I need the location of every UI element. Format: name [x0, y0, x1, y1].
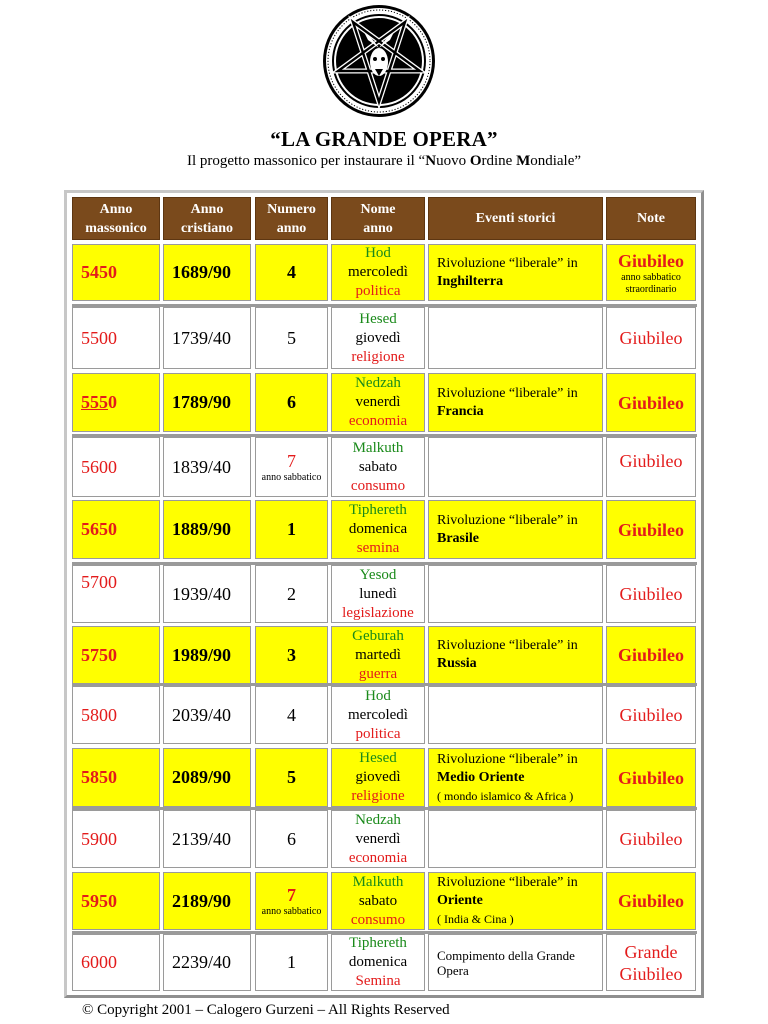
cell-anno-massonico — [72, 810, 160, 868]
cell-note — [606, 810, 696, 868]
cell-anno-massonico — [72, 686, 160, 744]
note-value: Giubileo — [619, 584, 683, 604]
anno-massonico-value: 5650 — [81, 519, 117, 539]
year-theme: religione — [351, 788, 405, 804]
anno-cristiano-value: 2189/90 — [172, 890, 232, 911]
note-value: Giubileo — [617, 250, 684, 271]
year-theme: politica — [355, 725, 401, 742]
cell-numero-anno — [255, 626, 328, 684]
header-label-line: Anno — [99, 201, 133, 217]
cell-eventi-storici — [428, 437, 603, 497]
year-theme: consumo — [350, 477, 406, 494]
cell-note — [606, 872, 696, 930]
weekday-name: giovedì — [355, 769, 401, 785]
anno-massonico-value: 5700 — [81, 572, 117, 592]
cell-nome-anno — [331, 437, 425, 497]
cell-numero-anno — [255, 810, 328, 868]
anno-massonico-value: 5750 — [81, 644, 117, 665]
anno-massonico-value: 5950 — [81, 890, 117, 911]
note-value: Grande Giubileo — [619, 941, 683, 984]
event-location: Francia — [437, 403, 484, 419]
sefirah-name: Hesed — [359, 310, 397, 327]
cell-eventi-storici — [428, 626, 603, 684]
year-theme: consumo — [350, 911, 406, 928]
sefirah-name: Tiphereth — [349, 502, 407, 518]
page-subtitle: Il progetto massonico per instaurare il “Nuovo Ordine Mondiale” — [186, 153, 582, 169]
cell-nome-anno — [331, 934, 425, 991]
event-location: Inghilterra — [437, 273, 504, 289]
header-label-line: Numero — [267, 201, 316, 217]
event-text: Rivoluzione “liberale” in — [437, 255, 578, 271]
anno-cristiano-value: 2089/90 — [172, 767, 232, 787]
cell-anno-cristiano — [163, 934, 251, 991]
event-text: Rivoluzione “liberale” in — [437, 512, 578, 528]
year-theme: religione — [351, 348, 405, 365]
cell-eventi-storici — [428, 872, 603, 930]
cell-nome-anno — [331, 872, 425, 930]
cell-anno-cristiano — [163, 872, 251, 930]
cell-nome-anno — [331, 810, 425, 868]
year-theme: economia — [348, 413, 408, 429]
sefirah-name: Malkuth — [352, 439, 404, 456]
note-sub: anno sabbatico straordinario — [621, 271, 681, 295]
cell-numero-anno — [255, 437, 328, 497]
cell-anno-cristiano — [163, 626, 251, 684]
anno-massonico-value: 5800 — [81, 704, 117, 725]
sefirah-name: Malkuth — [352, 873, 404, 890]
anno-massonico-value: 5550 — [81, 392, 117, 412]
anno-massonico-value: 5500 — [81, 327, 117, 348]
event-text: Rivoluzione “liberale” in — [437, 638, 578, 653]
anno-cristiano-value: 1889/90 — [172, 519, 232, 539]
cell-eventi-storici — [428, 686, 603, 744]
cell-eventi-storici — [428, 748, 603, 807]
cell-numero-anno — [255, 565, 328, 623]
header-label-line: massonico — [85, 220, 147, 236]
anno-massonico-value: 6000 — [81, 952, 117, 972]
cell-nome-anno — [331, 748, 425, 807]
cell-numero-anno — [255, 244, 328, 301]
cell-numero-anno — [255, 872, 328, 930]
header-nome-anno — [331, 197, 425, 240]
cell-numero-anno — [255, 307, 328, 369]
cell-eventi-storici — [428, 810, 603, 868]
cell-anno-cristiano — [163, 437, 251, 497]
event-extra: ( India & Cina ) — [437, 912, 514, 926]
cell-anno-massonico — [72, 373, 160, 432]
note-value: Giubileo — [619, 328, 683, 348]
sefirah-name: Hod — [365, 245, 391, 261]
numero-anno-value: 6 — [287, 392, 296, 412]
year-theme: guerra — [358, 665, 398, 682]
numero-anno-value: 1 — [287, 952, 296, 972]
cell-anno-cristiano — [163, 500, 251, 559]
weekday-name: mercoledì — [348, 264, 408, 280]
sefirah-name: Nedzah — [355, 375, 401, 391]
event-text: Compimento della Grande Opera — [437, 947, 575, 978]
year-theme: Semina — [355, 973, 401, 989]
cell-eventi-storici — [428, 244, 603, 301]
numero-anno-value: 1 — [287, 519, 296, 539]
anno-massonico-value: 5600 — [81, 456, 117, 477]
numero-anno-value: 4 — [287, 704, 296, 725]
cell-note — [606, 244, 696, 301]
anno-cristiano-value: 1789/90 — [172, 392, 232, 412]
cell-anno-massonico — [72, 500, 160, 559]
note-value: Giubileo — [619, 829, 683, 849]
year-theme: legislazione — [342, 604, 414, 621]
event-text: Rivoluzione “liberale” in — [437, 751, 578, 767]
cell-anno-cristiano — [163, 748, 251, 807]
cell-anno-cristiano — [163, 686, 251, 744]
year-theme: semina — [356, 540, 400, 556]
cell-note — [606, 626, 696, 684]
year-theme: politica — [355, 283, 401, 299]
weekday-name: venerdì — [355, 394, 401, 410]
header-note — [606, 197, 696, 240]
header-label-line: Nome — [360, 201, 396, 217]
numero-anno-value: 7 — [287, 884, 296, 905]
cell-nome-anno — [331, 500, 425, 559]
numero-anno-note: anno sabbatico — [261, 905, 322, 917]
weekday-name: giovedì — [355, 329, 401, 346]
cell-eventi-storici — [428, 307, 603, 369]
cell-note — [606, 565, 696, 623]
header-anno-cristiano — [163, 197, 251, 240]
cell-anno-cristiano — [163, 373, 251, 432]
cell-note — [606, 373, 696, 432]
note-value: Giubileo — [619, 705, 683, 725]
cell-anno-massonico — [72, 437, 160, 497]
cell-nome-anno — [331, 244, 425, 301]
cell-note — [606, 934, 696, 991]
numero-anno-value: 5 — [287, 767, 296, 787]
event-location: Oriente — [437, 893, 483, 908]
note-value: Giubileo — [617, 645, 684, 665]
sefirah-name: Yesod — [359, 566, 397, 583]
cell-numero-anno — [255, 934, 328, 991]
cell-nome-anno — [331, 626, 425, 684]
note-value: Giubileo — [617, 891, 684, 911]
numero-anno-value: 3 — [287, 644, 296, 665]
numero-anno-value: 4 — [287, 262, 296, 282]
cell-numero-anno — [255, 373, 328, 432]
header-label-line: cristiano — [180, 220, 234, 236]
cell-eventi-storici — [428, 934, 603, 991]
weekday-name: domenica — [348, 954, 408, 970]
weekday-name: sabato — [358, 892, 398, 909]
cell-anno-cristiano — [163, 307, 251, 369]
cell-anno-cristiano — [163, 810, 251, 868]
anno-massonico-value: 5450 — [81, 262, 117, 282]
header-anno-massonico — [72, 197, 160, 240]
copyright-footer: © Copyright 2001 – Calogero Gurzeni – All Rights Reserved — [82, 1002, 450, 1018]
cell-numero-anno — [255, 748, 328, 807]
numero-anno-value: 2 — [287, 583, 296, 604]
header-label-line: Anno — [190, 201, 224, 217]
cell-eventi-storici — [428, 500, 603, 559]
header-label-line: Note — [637, 211, 665, 226]
header-label-line: Eventi storici — [475, 211, 556, 226]
anno-massonico-value: 5900 — [81, 828, 117, 849]
cell-note — [606, 500, 696, 559]
cell-note — [606, 748, 696, 807]
sefirah-name: Hesed — [359, 750, 397, 766]
anno-cristiano-value: 1989/90 — [172, 644, 232, 665]
numero-anno-value: 5 — [287, 327, 296, 348]
cell-nome-anno — [331, 565, 425, 623]
note-value: Giubileo — [617, 392, 684, 413]
anno-cristiano-value: 1689/90 — [172, 262, 232, 282]
weekday-name: mercoledì — [348, 706, 408, 723]
weekday-name: lunedì — [359, 585, 397, 602]
sefirah-name: Hod — [365, 687, 391, 704]
cell-anno-cristiano — [163, 565, 251, 623]
cell-anno-massonico — [72, 626, 160, 684]
cell-note — [606, 307, 696, 369]
cell-anno-massonico — [72, 872, 160, 930]
sefirah-name: Nedzah — [355, 811, 401, 828]
pentagram-emblem-icon — [322, 4, 436, 118]
cell-anno-massonico — [72, 244, 160, 301]
anno-cristiano-value: 1739/40 — [172, 327, 232, 348]
header-numero-anno — [255, 197, 328, 240]
anno-massonico-value: 5850 — [81, 767, 117, 787]
event-location: Russia — [437, 656, 477, 671]
weekday-name: martedì — [355, 646, 401, 663]
weekday-name: domenica — [348, 521, 408, 537]
cell-anno-massonico — [72, 307, 160, 369]
header-label-line: anno — [363, 220, 393, 236]
page-title: “LA GRANDE OPERA” — [270, 127, 498, 151]
weekday-name: sabato — [358, 458, 398, 475]
cell-numero-anno — [255, 500, 328, 559]
numero-anno-note: anno sabbatico — [261, 471, 322, 483]
event-extra: ( mondo islamico & Africa ) — [437, 788, 574, 803]
sefirah-name: Geburah — [352, 627, 404, 644]
cell-eventi-storici — [428, 565, 603, 623]
cell-note — [606, 686, 696, 744]
note-value: Giubileo — [619, 451, 683, 471]
cell-eventi-storici — [428, 373, 603, 432]
sefirah-name: Tiphereth — [349, 935, 407, 951]
anno-cristiano-value: 1939/40 — [172, 583, 232, 604]
anno-cristiano-value: 2239/40 — [172, 952, 232, 972]
event-location: Medio Oriente — [437, 769, 525, 785]
note-value: Giubileo — [617, 519, 684, 540]
cell-numero-anno — [255, 686, 328, 744]
numero-anno-value: 7 — [287, 450, 296, 471]
header-label-line: anno — [276, 220, 307, 236]
cell-nome-anno — [331, 307, 425, 369]
cell-note — [606, 437, 696, 497]
numero-anno-value: 6 — [287, 828, 296, 849]
header-eventi-storici — [428, 197, 603, 240]
note-value: Giubileo — [617, 767, 684, 788]
event-text: Rivoluzione “liberale” in — [437, 875, 578, 890]
event-location: Brasile — [437, 530, 479, 546]
anno-cristiano-value: 1839/40 — [172, 456, 232, 477]
cell-anno-massonico — [72, 748, 160, 807]
cell-nome-anno — [331, 373, 425, 432]
year-theme: economia — [348, 849, 408, 866]
anno-cristiano-value: 2039/40 — [172, 704, 232, 725]
cell-anno-massonico — [72, 565, 160, 623]
cell-anno-massonico — [72, 934, 160, 991]
cell-nome-anno — [331, 686, 425, 744]
event-text: Rivoluzione “liberale” in — [437, 385, 578, 401]
anno-cristiano-value: 2139/40 — [172, 828, 232, 849]
weekday-name: venerdì — [355, 830, 401, 847]
cell-anno-cristiano — [163, 244, 251, 301]
